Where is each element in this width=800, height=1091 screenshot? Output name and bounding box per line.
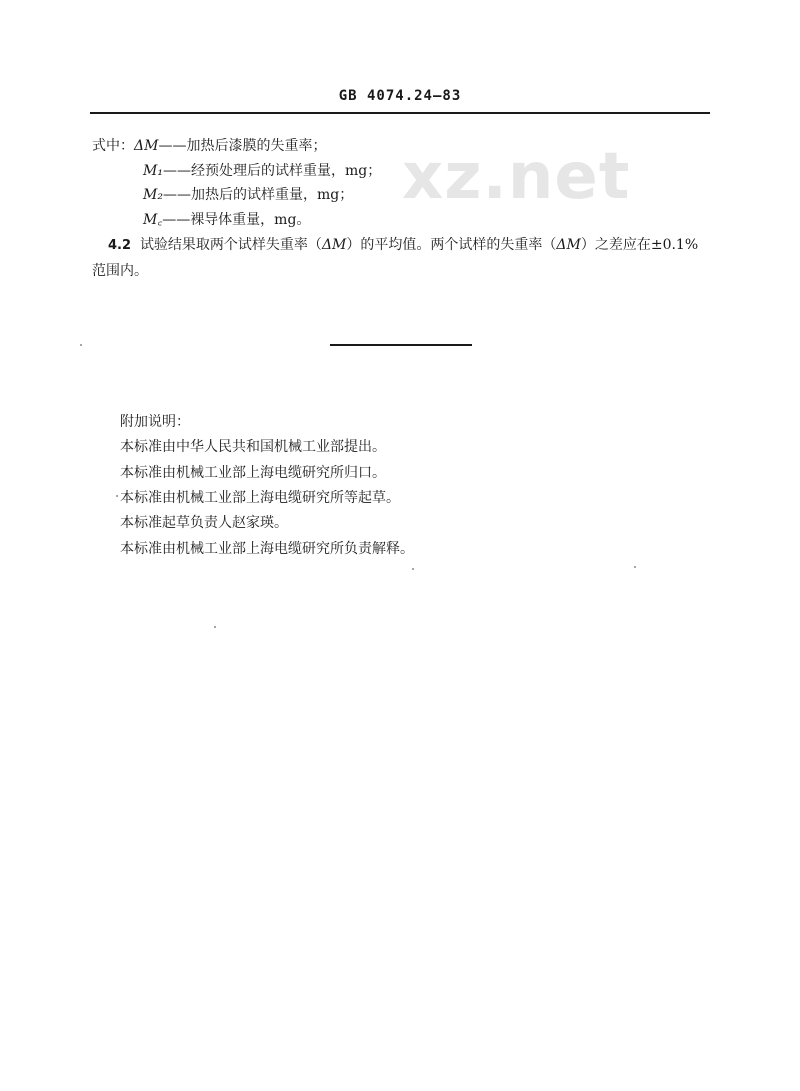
- clause-symbol-1: ΔM: [321, 237, 347, 253]
- clause-text-1: 试验结果取两个试样失重率（: [139, 237, 322, 253]
- definition-delta-m: ——加热后漆膜的失重率；: [158, 138, 327, 154]
- header-rule: [90, 112, 710, 114]
- formula-line-1: [92, 137, 326, 155]
- formula-intro: 式中：: [92, 138, 134, 154]
- symbol-m1: M₁: [143, 163, 163, 179]
- clause-4-2: [108, 236, 698, 255]
- clause-text-2: ）的平均值。两个试样的失重率（: [346, 237, 557, 253]
- section-end-rule: [330, 344, 472, 346]
- scan-speck: [634, 566, 636, 568]
- symbol-delta-m: ΔM: [134, 138, 159, 154]
- notes-title: 附加说明：: [120, 414, 190, 430]
- clause-symbol-2: ΔM: [556, 237, 581, 253]
- clause-continuation: 范围内。: [92, 263, 148, 279]
- scan-speck: [214, 626, 216, 628]
- note-line-2: 本标准由机械工业部上海电缆研究所归口。: [120, 465, 386, 481]
- scan-speck: [412, 568, 414, 570]
- clause-text-3: ）之差应在±0.1%: [580, 237, 699, 253]
- formula-line-4: [143, 211, 310, 229]
- clause-number: 4.2: [108, 238, 132, 253]
- note-line-3: 本标准由机械工业部上海电缆研究所等起草。: [120, 490, 400, 506]
- watermark-text: xz.net: [402, 140, 631, 214]
- scan-speck: [80, 344, 82, 346]
- definition-m1: ——经预处理后的试样重量，mg；: [162, 163, 382, 179]
- definition-m2: ——加热后的试样重量，mg；: [162, 187, 354, 203]
- scan-speck: [116, 495, 118, 497]
- note-line-5: 本标准由机械工业部上海电缆研究所负责解释。: [120, 541, 414, 557]
- symbol-mc: M꜀: [143, 212, 163, 228]
- formula-line-2: [143, 162, 381, 180]
- formula-line-3: [143, 186, 353, 204]
- symbol-m2: M₂: [143, 187, 163, 203]
- standard-code-header: GB 4074.24—83: [338, 88, 462, 104]
- note-line-4: 本标准起草负责人赵家瑛。: [120, 515, 288, 531]
- note-line-1: 本标准由中华人民共和国机械工业部提出。: [120, 439, 386, 455]
- definition-mc: ——裸导体重量，mg。: [162, 212, 311, 228]
